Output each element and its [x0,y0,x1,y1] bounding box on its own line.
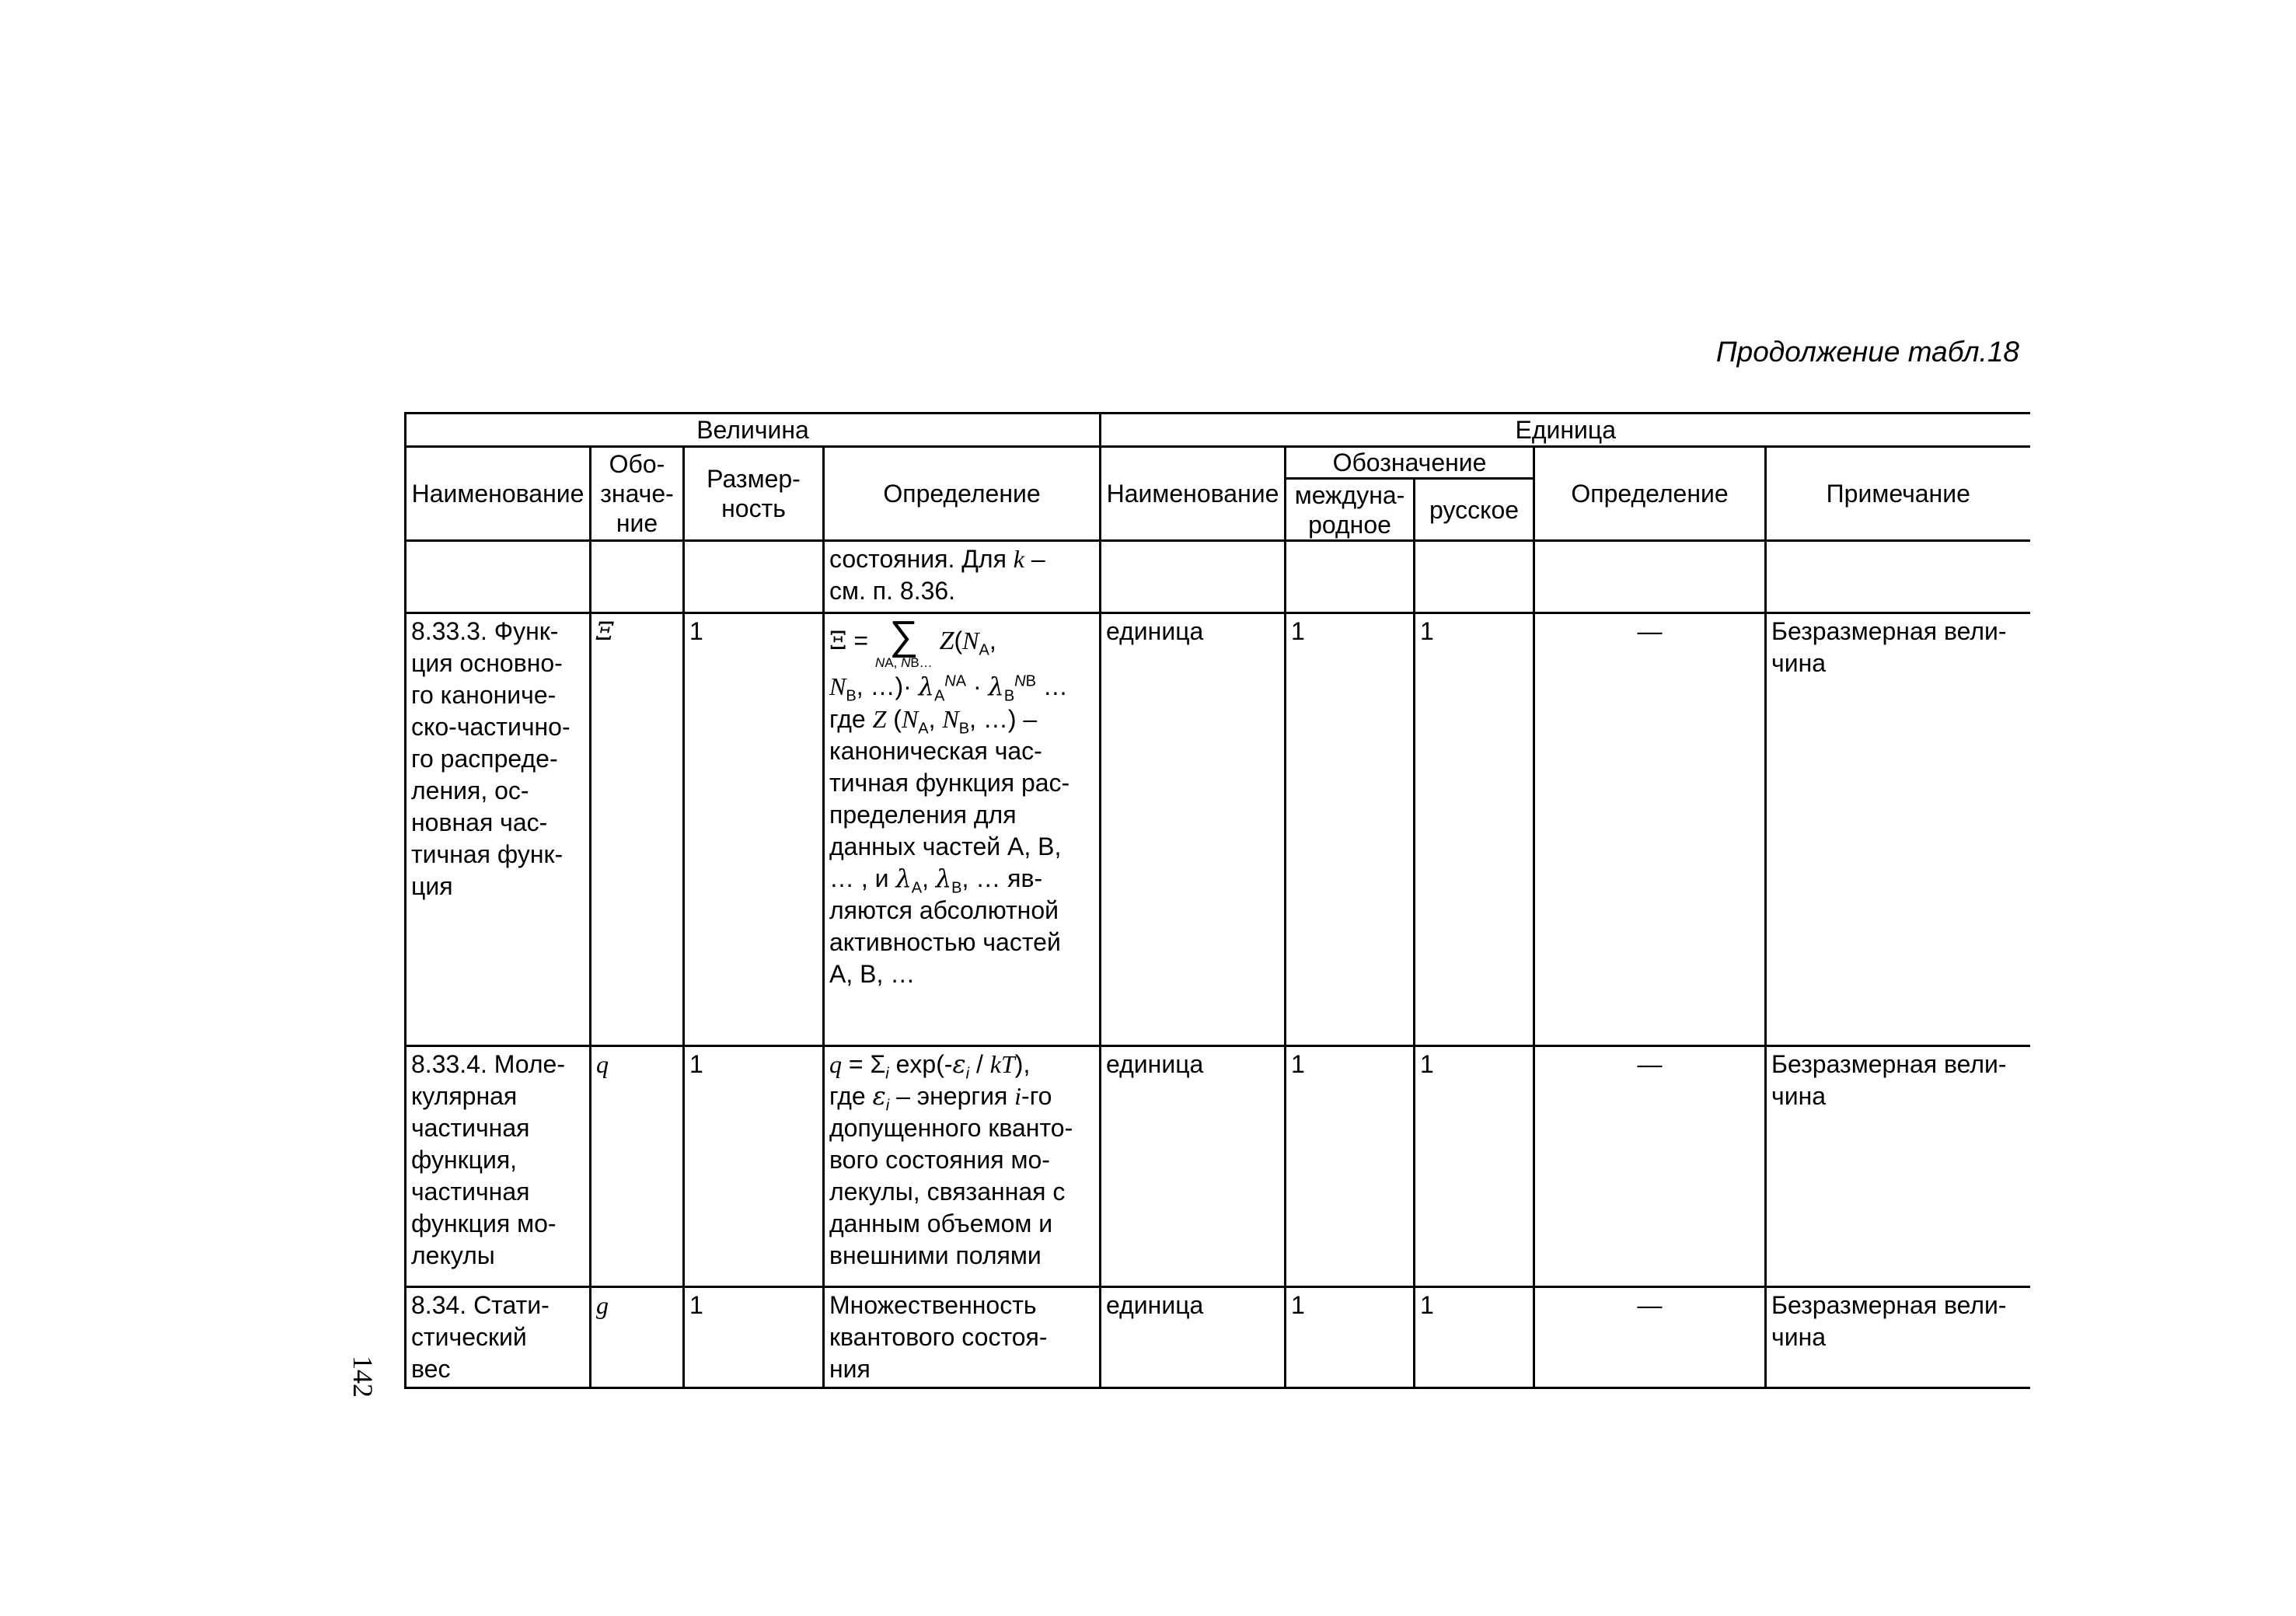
header-u-international: междуна- родное [1286,479,1415,541]
header-quantity: Величина [406,414,1101,447]
cell-intl: 1 [1286,1287,1415,1388]
cell-definition: состояния. Для k – см. п. 8.36. [824,541,1101,613]
cell-symbol: g [591,1287,684,1388]
header-q-name: Наименование [406,447,591,541]
header-designation: Обозначение [1286,447,1534,479]
cell-dimension [684,541,824,613]
header-u-definition: Определение [1534,447,1766,541]
cell-unit-def: — [1534,1287,1766,1388]
cell-dimension: 1 [684,613,824,1046]
cell-unit-def: — [1534,1046,1766,1287]
table-row [406,1287,2030,1388]
header-u-russian: русское [1415,479,1534,541]
grand-partition-formula: Ξ = ∑ NA, NB… $Z(N_A$, $N_B$, …)· $\lambda_A^{NA} \cdot \lambda_B^{NB}$ … [829,613,1068,705]
cell-definition: Множественность квантового состоя- ния [824,1287,1101,1388]
cell-note: Безразмерная вели- чина [1766,1287,2030,1388]
cell-intl: 1 [1286,1046,1415,1287]
cell-name: 8.33.4. Моле- кулярная частичная функция, частичная функция мо- лекулы [406,1046,591,1287]
cell-definition: $q = \Sigma_i$ $\exp(-\varepsilon_i / kT)$, где $\varepsilon_i$ – энергия i-го допущенного кванто- вого состояния мо- лекулы, связанная с данным объемом и внешними полями [824,1046,1101,1287]
header-unit: Единица [1101,414,2030,447]
header-q-symbol: Обо- значе- ние [591,447,684,541]
cell-rus [1415,541,1534,613]
page-number: 142 [347,1356,379,1398]
cell-rus: 1 [1415,1046,1534,1287]
cell-unit-name [1101,541,1286,613]
table-row [406,1046,2030,1287]
table-caption: Продолжение табл.18 [1715,336,2019,368]
cell-note: Безразмерная вели- чина [1766,1046,2030,1287]
cell-name [406,541,591,613]
header-u-name: Наименование [1101,447,1286,541]
cell-note: Безразмерная вели- чина [1766,613,2030,1046]
cell-unit-def: — [1534,613,1766,1046]
header-q-dimension: Размер- ность [684,447,824,541]
quantities-table [404,412,2030,1389]
cell-unit-def [1534,541,1766,613]
cell-unit-name: единица [1101,1046,1286,1287]
table-row [406,613,2030,1046]
cell-rus: 1 [1415,613,1534,1046]
cell-note [1766,541,2030,613]
header-u-note: Примечание [1766,447,2030,541]
cell-name: 8.34. Стати- стический вес [406,1287,591,1388]
cell-dimension: 1 [684,1287,824,1388]
cell-definition: Ξ = ∑ NA, NB… $Z(N_A$, $N_B$, …)· $\lambda_A^{NA} \cdot \lambda_B^{NB}$ … где Z ($N_A$, $N_B$, …) – каноническая час- тичная функция рас- пределения для данных частей A, B, … , и $\lambda_A$, $\lambda_B$, … яв- ляются абсолютной активностью частей A, B, … [824,613,1101,1046]
cell-unit-name: единица [1101,613,1286,1046]
cell-name: 8.33.3. Функ- ция основно- го канониче- ско-частично- го распреде- ления, ос- новная час- тичная функ- ция [406,613,591,1046]
cell-rus: 1 [1415,1287,1534,1388]
cell-dimension: 1 [684,1046,824,1287]
cell-intl [1286,541,1415,613]
cell-symbol: Ξ [591,613,684,1046]
cell-unit-name: единица [1101,1287,1286,1388]
cell-intl: 1 [1286,613,1415,1046]
cell-symbol: q [591,1046,684,1287]
cell-symbol [591,541,684,613]
header-q-definition: Определение [824,447,1101,541]
table-row [406,541,2030,613]
